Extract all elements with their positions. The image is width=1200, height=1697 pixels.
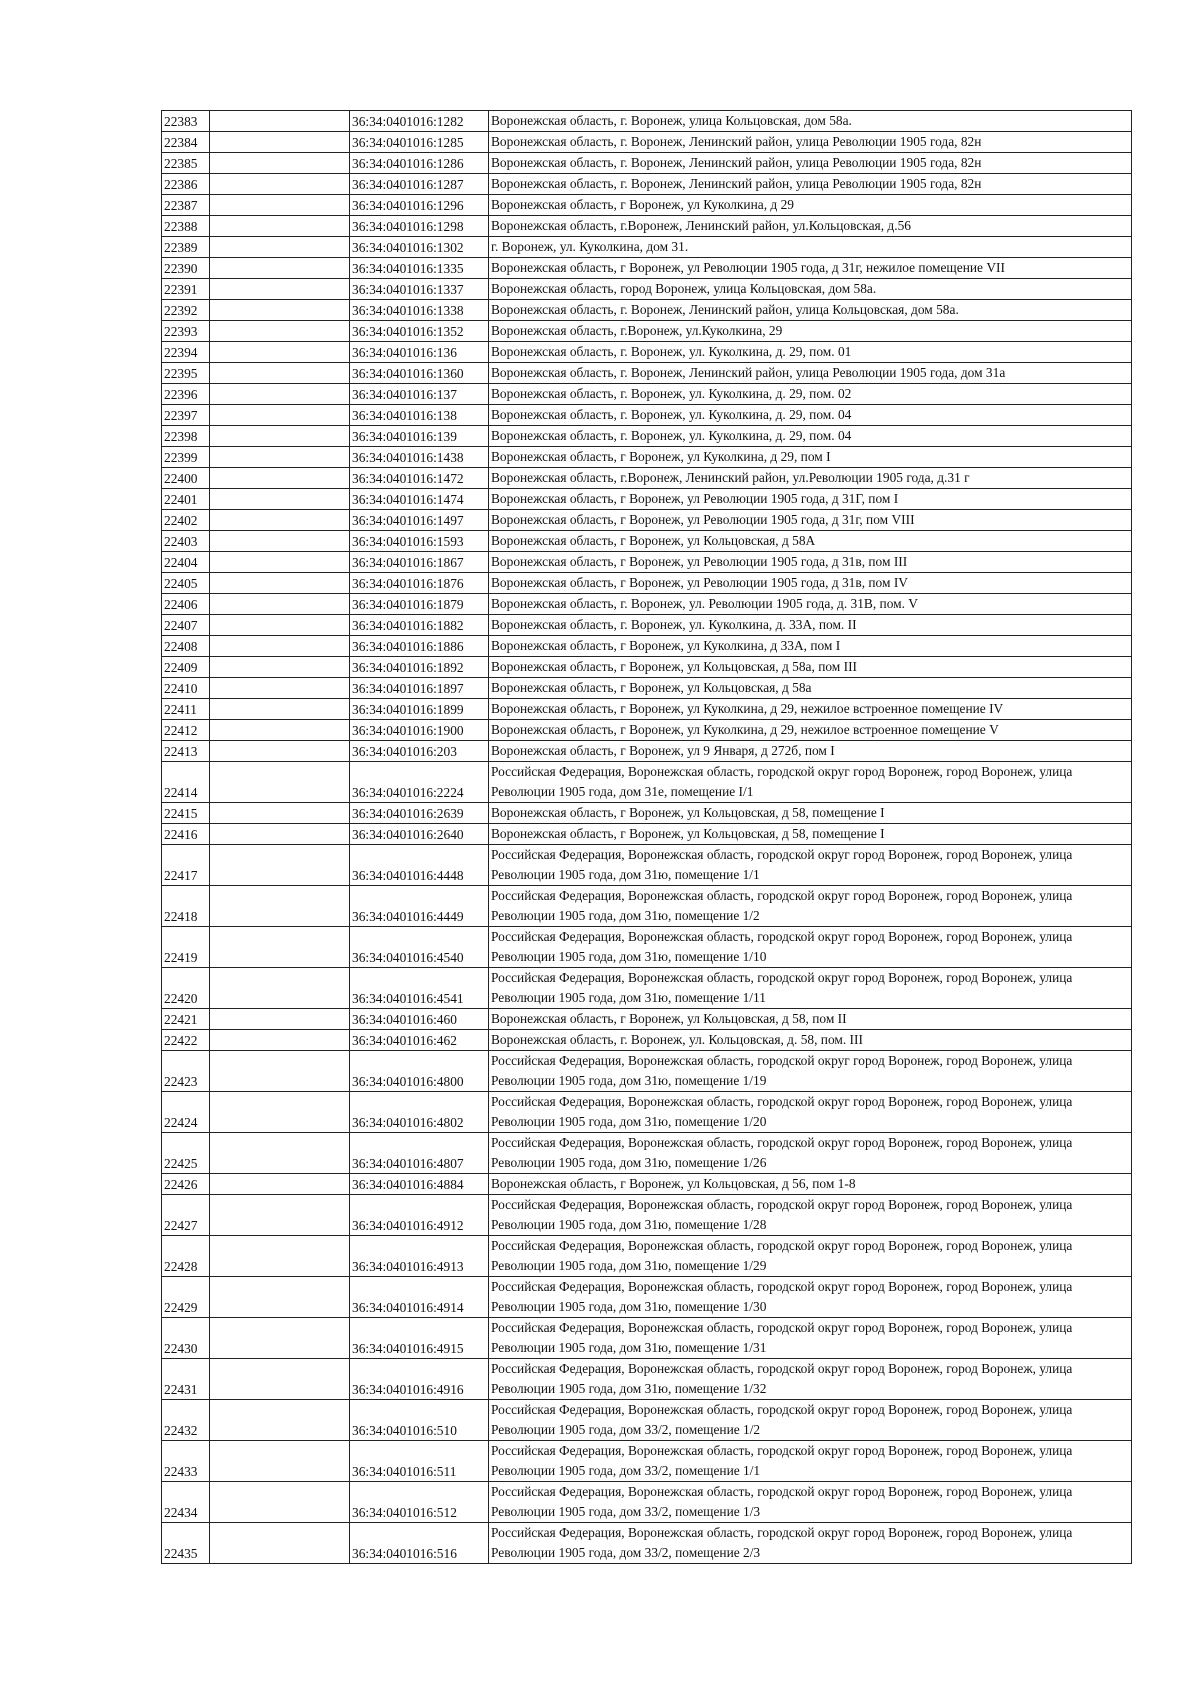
address-cell: Воронежская область, г. Воронеж, ул. Кольцовская, д. 58, пом. III [489,1030,1132,1051]
address-cell: Воронежская область, г Воронеж, ул Кольцовская, д 58, пом II [489,1009,1132,1030]
row-number-cell: 22412 [162,720,210,741]
row-number-cell: 22416 [162,824,210,845]
row-number-cell: 22427 [162,1195,210,1236]
row-number-cell: 22385 [162,153,210,174]
address-cell: Российская Федерация, Воронежская область, городской округ город Воронеж, город Воронеж, улица Революции 1905 года, дом 31ю, помещение 1/20 [489,1092,1132,1133]
cadastral-number-cell: 36:34:0401016:1899 [350,699,489,720]
empty-cell [210,468,350,489]
empty-cell [210,426,350,447]
table-row [162,258,1132,279]
table-row [162,153,1132,174]
table-row [162,845,1132,886]
empty-cell [210,363,350,384]
cadastral-number-cell: 36:34:0401016:4912 [350,1195,489,1236]
table-row [162,1400,1132,1441]
cadastral-number-cell: 36:34:0401016:516 [350,1523,489,1564]
empty-cell [210,552,350,573]
cadastral-number-cell: 36:34:0401016:1892 [350,657,489,678]
empty-cell [210,1523,350,1564]
cadastral-number-cell: 36:34:0401016:1900 [350,720,489,741]
cadastral-number-cell: 36:34:0401016:1337 [350,279,489,300]
table-row [162,426,1132,447]
row-number-cell: 22393 [162,321,210,342]
empty-cell [210,741,350,762]
empty-cell [210,384,350,405]
table-row [162,594,1132,615]
address-cell: Российская Федерация, Воронежская область, городской округ город Воронеж, город Воронеж, улица Революции 1905 года, дом 31ю, помещение 1/32 [489,1359,1132,1400]
address-cell: Воронежская область, г.Воронеж, Ленинский район, ул.Революции 1905 года, д.31 г [489,468,1132,489]
cadastral-number-cell: 36:34:0401016:1282 [350,111,489,132]
empty-cell [210,195,350,216]
empty-cell [210,594,350,615]
address-cell: Воронежская область, г. Воронеж, ул. Революции 1905 года, д. 31В, пом. V [489,594,1132,615]
table-row [162,741,1132,762]
empty-cell [210,447,350,468]
address-cell: Воронежская область, г. Воронеж, ул. Куколкина, д. 29, пом. 01 [489,342,1132,363]
cadastral-number-cell: 36:34:0401016:462 [350,1030,489,1051]
cadastral-number-cell: 36:34:0401016:203 [350,741,489,762]
table-row [162,216,1132,237]
row-number-cell: 22404 [162,552,210,573]
cadastral-number-cell: 36:34:0401016:4913 [350,1236,489,1277]
empty-cell [210,1277,350,1318]
cadastral-number-cell: 36:34:0401016:4807 [350,1133,489,1174]
row-number-cell: 22414 [162,762,210,803]
cadastral-number-cell: 36:34:0401016:1352 [350,321,489,342]
address-cell: Воронежская область, г. Воронеж, ул. Куколкина, д. 29, пом. 02 [489,384,1132,405]
table-row [162,174,1132,195]
table-row [162,615,1132,636]
address-cell: Воронежская область, г Воронеж, ул Кольцовская, д 58А [489,531,1132,552]
row-number-cell: 22401 [162,489,210,510]
cadastral-number-cell: 36:34:0401016:4800 [350,1051,489,1092]
address-cell: Российская Федерация, Воронежская область, городской округ город Воронеж, город Воронеж, улица Революции 1905 года, дом 33/2, помещение 1/1 [489,1441,1132,1482]
cadastral-number-cell: 36:34:0401016:1897 [350,678,489,699]
row-number-cell: 22407 [162,615,210,636]
cadastral-number-cell: 36:34:0401016:1286 [350,153,489,174]
row-number-cell: 22408 [162,636,210,657]
row-number-cell: 22391 [162,279,210,300]
empty-cell [210,1400,350,1441]
address-cell: г. Воронеж, ул. Куколкина, дом 31. [489,237,1132,258]
address-cell: Российская Федерация, Воронежская область, городской округ город Воронеж, город Воронеж, улица Революции 1905 года, дом 33/2, помещение 1/3 [489,1482,1132,1523]
empty-cell [210,174,350,195]
table-row [162,803,1132,824]
empty-cell [210,489,350,510]
cadastral-number-cell: 36:34:0401016:1472 [350,468,489,489]
empty-cell [210,636,350,657]
table-row [162,1051,1132,1092]
empty-cell [210,1318,350,1359]
cadastral-number-cell: 36:34:0401016:460 [350,1009,489,1030]
row-number-cell: 22392 [162,300,210,321]
address-cell: Воронежская область, город Воронеж, улица Кольцовская, дом 58а. [489,279,1132,300]
row-number-cell: 22403 [162,531,210,552]
table-row [162,531,1132,552]
row-number-cell: 22394 [162,342,210,363]
row-number-cell: 22425 [162,1133,210,1174]
address-cell: Воронежская область, г Воронеж, ул Куколкина, д 29 [489,195,1132,216]
address-cell: Воронежская область, г. Воронеж, ул. Куколкина, д. 33А, пом. II [489,615,1132,636]
empty-cell [210,678,350,699]
empty-cell [210,1195,350,1236]
row-number-cell: 22420 [162,968,210,1009]
table-row [162,699,1132,720]
row-number-cell: 22413 [162,741,210,762]
address-cell: Воронежская область, г Воронеж, ул Куколкина, д 29, пом I [489,447,1132,468]
cadastral-number-cell: 36:34:0401016:139 [350,426,489,447]
empty-cell [210,720,350,741]
empty-cell [210,279,350,300]
address-cell: Российская Федерация, Воронежская область, городской округ город Воронеж, город Воронеж, улица Революции 1905 года, дом 31ю, помещение 1/10 [489,927,1132,968]
cadastral-number-cell: 36:34:0401016:136 [350,342,489,363]
empty-cell [210,968,350,1009]
row-number-cell: 22435 [162,1523,210,1564]
cadastral-number-cell: 36:34:0401016:1882 [350,615,489,636]
row-number-cell: 22431 [162,1359,210,1400]
empty-cell [210,1092,350,1133]
empty-cell [210,510,350,531]
address-cell: Воронежская область, г Воронеж, ул Революции 1905 года, д 31в, пом IV [489,573,1132,594]
row-number-cell: 22430 [162,1318,210,1359]
address-cell: Воронежская область, г Воронеж, ул Куколкина, д 33А, пом I [489,636,1132,657]
cadastral-number-cell: 36:34:0401016:511 [350,1441,489,1482]
row-number-cell: 22389 [162,237,210,258]
empty-cell [210,111,350,132]
row-number-cell: 22426 [162,1174,210,1195]
cadastral-number-cell: 36:34:0401016:4802 [350,1092,489,1133]
table-row [162,342,1132,363]
address-cell: Российская Федерация, Воронежская область, городской округ город Воронеж, город Воронеж, улица Революции 1905 года, дом 31ю, помещение 1/1 [489,845,1132,886]
cadastral-number-cell: 36:34:0401016:1497 [350,510,489,531]
cadastral-number-cell: 36:34:0401016:2639 [350,803,489,824]
table-row [162,573,1132,594]
address-cell: Воронежская область, г Воронеж, ул Кольцовская, д 58а, пом III [489,657,1132,678]
row-number-cell: 22421 [162,1009,210,1030]
empty-cell [210,1009,350,1030]
row-number-cell: 22399 [162,447,210,468]
address-cell: Воронежская область, г. Воронеж, ул. Куколкина, д. 29, пом. 04 [489,426,1132,447]
table-row [162,1318,1132,1359]
address-cell: Российская Федерация, Воронежская область, городской округ город Воронеж, город Воронеж, улица Революции 1905 года, дом 31ю, помещение 1/28 [489,1195,1132,1236]
table-row [162,363,1132,384]
cadastral-number-cell: 36:34:0401016:4449 [350,886,489,927]
address-cell: Российская Федерация, Воронежская область, городской округ город Воронеж, город Воронеж, улица Революции 1905 года, дом 31е, помещение I/1 [489,762,1132,803]
table-row [162,447,1132,468]
row-number-cell: 22384 [162,132,210,153]
row-number-cell: 22423 [162,1051,210,1092]
cadastral-number-cell: 36:34:0401016:1338 [350,300,489,321]
cadastral-number-cell: 36:34:0401016:1879 [350,594,489,615]
cadastral-number-cell: 36:34:0401016:1867 [350,552,489,573]
empty-cell [210,1236,350,1277]
table-row [162,720,1132,741]
address-cell: Российская Федерация, Воронежская область, городской округ город Воронеж, город Воронеж, улица Революции 1905 года, дом 31ю, помещение 1/31 [489,1318,1132,1359]
table-row [162,886,1132,927]
cadastral-number-cell: 36:34:0401016:1593 [350,531,489,552]
address-cell: Российская Федерация, Воронежская область, городской округ город Воронеж, город Воронеж, улица Революции 1905 года, дом 31ю, помещение 1/19 [489,1051,1132,1092]
row-number-cell: 22434 [162,1482,210,1523]
address-cell: Воронежская область, г.Воронеж, ул.Куколкина, 29 [489,321,1132,342]
row-number-cell: 22409 [162,657,210,678]
table-row [162,321,1132,342]
row-number-cell: 22422 [162,1030,210,1051]
table-row [162,1092,1132,1133]
cadastral-number-cell: 36:34:0401016:2224 [350,762,489,803]
table-row [162,1523,1132,1564]
empty-cell [210,1174,350,1195]
cadastral-number-cell: 36:34:0401016:4916 [350,1359,489,1400]
table-row [162,1030,1132,1051]
table-row [162,1236,1132,1277]
table-row [162,279,1132,300]
table-row [162,468,1132,489]
cadastral-number-cell: 36:34:0401016:4541 [350,968,489,1009]
address-cell: Воронежская область, г Воронеж, ул Куколкина, д 29, нежилое встроенное помещение V [489,720,1132,741]
address-cell: Воронежская область, г. Воронеж, ул. Куколкина, д. 29, пом. 04 [489,405,1132,426]
row-number-cell: 22397 [162,405,210,426]
empty-cell [210,615,350,636]
address-cell: Воронежская область, г Воронеж, ул Революции 1905 года, д 31Г, пом I [489,489,1132,510]
cadastral-number-cell: 36:34:0401016:1335 [350,258,489,279]
address-cell: Воронежская область, г Воронеж, ул Кольцовская, д 58, помещение I [489,824,1132,845]
cadastral-number-cell: 36:34:0401016:4540 [350,927,489,968]
table-row [162,195,1132,216]
table-row [162,1359,1132,1400]
cadastral-number-cell: 36:34:0401016:1296 [350,195,489,216]
row-number-cell: 22405 [162,573,210,594]
empty-cell [210,762,350,803]
empty-cell [210,699,350,720]
empty-cell [210,342,350,363]
cadastral-number-cell: 36:34:0401016:4884 [350,1174,489,1195]
empty-cell [210,321,350,342]
registry-body [162,111,1132,1564]
address-cell: Воронежская область, г. Воронеж, Ленинский район, улица Революции 1905 года, 82н [489,174,1132,195]
table-row [162,927,1132,968]
row-number-cell: 22415 [162,803,210,824]
empty-cell [210,803,350,824]
empty-cell [210,1359,350,1400]
cadastral-number-cell: 36:34:0401016:1474 [350,489,489,510]
table-row [162,657,1132,678]
cadastral-number-cell: 36:34:0401016:510 [350,1400,489,1441]
cadastral-number-cell: 36:34:0401016:138 [350,405,489,426]
cadastral-number-cell: 36:34:0401016:1886 [350,636,489,657]
row-number-cell: 22400 [162,468,210,489]
empty-cell [210,531,350,552]
address-cell: Воронежская область, г Воронеж, ул Революции 1905 года, д 31в, пом III [489,552,1132,573]
table-row [162,489,1132,510]
empty-cell [210,300,350,321]
empty-cell [210,132,350,153]
row-number-cell: 22398 [162,426,210,447]
empty-cell [210,1441,350,1482]
address-cell: Российская Федерация, Воронежская область, городской округ город Воронеж, город Воронеж, улица Революции 1905 года, дом 31ю, помещение 1/30 [489,1277,1132,1318]
empty-cell [210,1133,350,1174]
empty-cell [210,824,350,845]
address-cell: Воронежская область, г Воронеж, ул Кольцовская, д 58а [489,678,1132,699]
address-cell: Российская Федерация, Воронежская область, городской округ город Воронеж, город Воронеж, улица Революции 1905 года, дом 31ю, помещение 1/26 [489,1133,1132,1174]
table-row [162,678,1132,699]
row-number-cell: 22433 [162,1441,210,1482]
table-row [162,405,1132,426]
address-cell: Воронежская область, г.Воронеж, Ленинский район, ул.Кольцовская, д.56 [489,216,1132,237]
cadastral-number-cell: 36:34:0401016:1285 [350,132,489,153]
table-row [162,132,1132,153]
cadastral-number-cell: 36:34:0401016:512 [350,1482,489,1523]
row-number-cell: 22432 [162,1400,210,1441]
row-number-cell: 22383 [162,111,210,132]
address-cell: Воронежская область, г Воронеж, ул Революции 1905 года, д 31г, нежилое помещение VII [489,258,1132,279]
address-cell: Российская Федерация, Воронежская область, городской округ город Воронеж, город Воронеж, улица Революции 1905 года, дом 31ю, помещение 1/11 [489,968,1132,1009]
empty-cell [210,1051,350,1092]
empty-cell [210,845,350,886]
empty-cell [210,573,350,594]
empty-cell [210,153,350,174]
cadastral-number-cell: 36:34:0401016:1287 [350,174,489,195]
row-number-cell: 22429 [162,1277,210,1318]
table-row [162,1482,1132,1523]
row-number-cell: 22406 [162,594,210,615]
address-cell: Воронежская область, г Воронеж, ул Куколкина, д 29, нежилое встроенное помещение IV [489,699,1132,720]
table-row [162,237,1132,258]
address-cell: Российская Федерация, Воронежская область, городской округ город Воронеж, город Воронеж, улица Революции 1905 года, дом 33/2, помещение 1/2 [489,1400,1132,1441]
row-number-cell: 22387 [162,195,210,216]
row-number-cell: 22395 [162,363,210,384]
cadastral-number-cell: 36:34:0401016:2640 [350,824,489,845]
table-row [162,1441,1132,1482]
empty-cell [210,1030,350,1051]
address-cell: Российская Федерация, Воронежская область, городской округ город Воронеж, город Воронеж, улица Революции 1905 года, дом 33/2, помещение 2/3 [489,1523,1132,1564]
table-row [162,300,1132,321]
cadastral-number-cell: 36:34:0401016:1876 [350,573,489,594]
address-cell: Воронежская область, г Воронеж, ул Кольцовская, д 58, помещение I [489,803,1132,824]
address-cell: Воронежская область, г Воронеж, ул 9 Января, д 272б, пом I [489,741,1132,762]
address-cell: Воронежская область, г. Воронеж, Ленинский район, улица Революции 1905 года, 82н [489,132,1132,153]
table-row [162,636,1132,657]
row-number-cell: 22388 [162,216,210,237]
empty-cell [210,405,350,426]
table-row [162,552,1132,573]
cadastral-number-cell: 36:34:0401016:1302 [350,237,489,258]
empty-cell [210,1482,350,1523]
row-number-cell: 22410 [162,678,210,699]
cadastral-number-cell: 36:34:0401016:4914 [350,1277,489,1318]
empty-cell [210,927,350,968]
cadastral-number-cell: 36:34:0401016:4448 [350,845,489,886]
table-row [162,824,1132,845]
table-row [162,1195,1132,1236]
cadastral-number-cell: 36:34:0401016:4915 [350,1318,489,1359]
table-row [162,1133,1132,1174]
cadastral-number-cell: 36:34:0401016:137 [350,384,489,405]
property-registry-table [161,110,1132,1564]
table-row [162,762,1132,803]
row-number-cell: 22428 [162,1236,210,1277]
empty-cell [210,216,350,237]
table-row [162,968,1132,1009]
empty-cell [210,886,350,927]
address-cell: Воронежская область, г Воронеж, ул Революции 1905 года, д 31г, пом VIII [489,510,1132,531]
cadastral-number-cell: 36:34:0401016:1438 [350,447,489,468]
cadastral-number-cell: 36:34:0401016:1360 [350,363,489,384]
table-row [162,1009,1132,1030]
table-row [162,111,1132,132]
address-cell: Российская Федерация, Воронежская область, городской округ город Воронеж, город Воронеж, улица Революции 1905 года, дом 31ю, помещение 1/29 [489,1236,1132,1277]
table-row [162,1277,1132,1318]
address-cell: Воронежская область, г. Воронеж, Ленинский район, улица Революции 1905 года, дом 31а [489,363,1132,384]
address-cell: Воронежская область, г. Воронеж, улица Кольцовская, дом 58а. [489,111,1132,132]
empty-cell [210,258,350,279]
row-number-cell: 22402 [162,510,210,531]
row-number-cell: 22424 [162,1092,210,1133]
row-number-cell: 22411 [162,699,210,720]
table-row [162,384,1132,405]
empty-cell [210,237,350,258]
address-cell: Воронежская область, г. Воронеж, Ленинский район, улица Кольцовская, дом 58а. [489,300,1132,321]
row-number-cell: 22418 [162,886,210,927]
address-cell: Воронежская область, г. Воронеж, Ленинский район, улица Революции 1905 года, 82н [489,153,1132,174]
cadastral-number-cell: 36:34:0401016:1298 [350,216,489,237]
address-cell: Воронежская область, г Воронеж, ул Кольцовская, д 56, пом 1-8 [489,1174,1132,1195]
row-number-cell: 22419 [162,927,210,968]
table-row [162,510,1132,531]
row-number-cell: 22417 [162,845,210,886]
row-number-cell: 22386 [162,174,210,195]
row-number-cell: 22390 [162,258,210,279]
table-row [162,1174,1132,1195]
row-number-cell: 22396 [162,384,210,405]
empty-cell [210,657,350,678]
address-cell: Российская Федерация, Воронежская область, городской округ город Воронеж, город Воронеж, улица Революции 1905 года, дом 31ю, помещение 1/2 [489,886,1132,927]
